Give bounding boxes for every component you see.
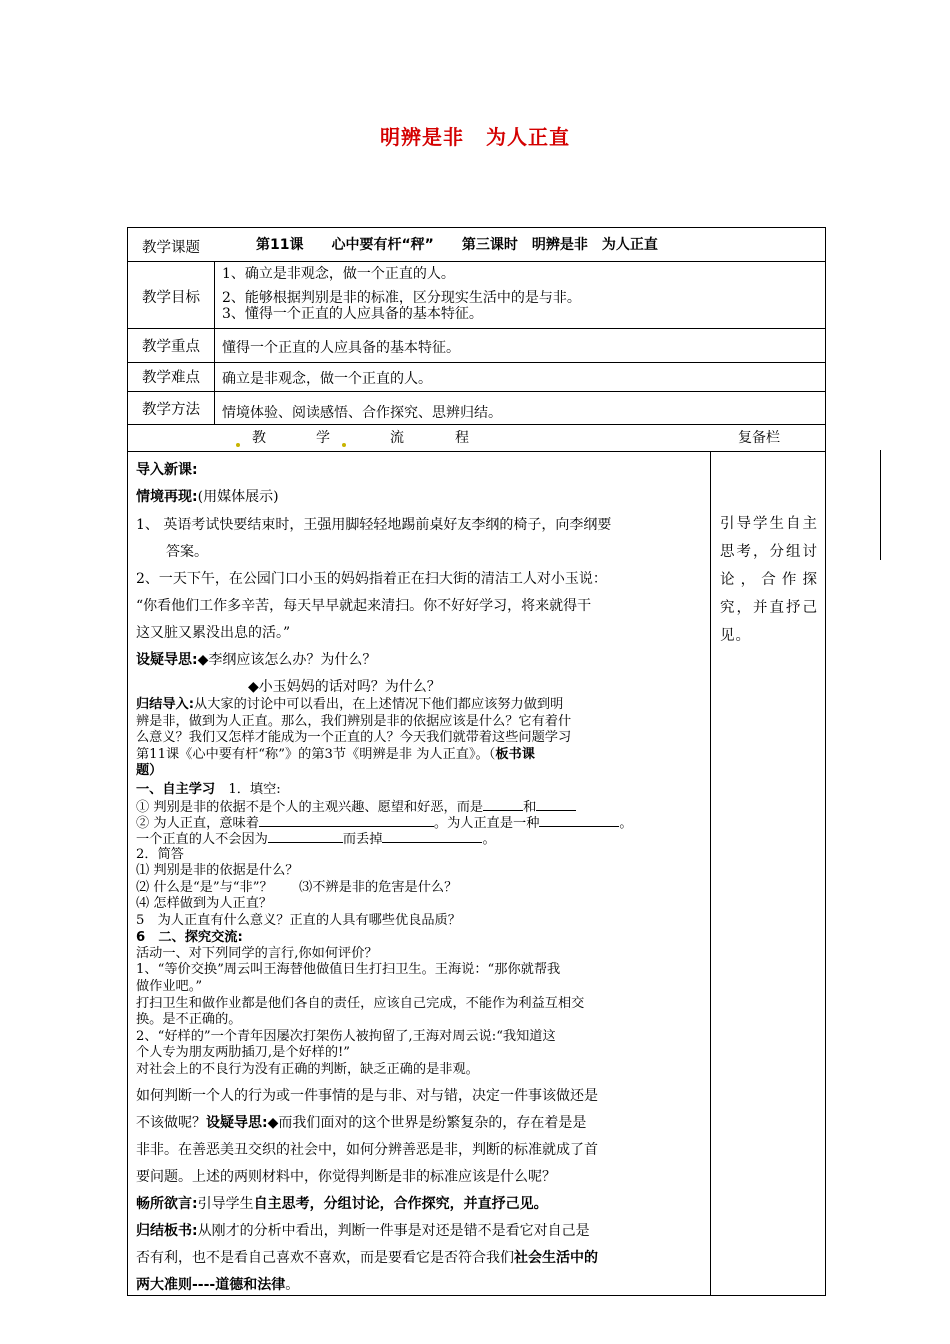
goal-label: 教学目标 xyxy=(142,290,200,306)
review-column-header: 复备栏 xyxy=(738,430,780,446)
text-line: 非非。在善恶美丑交织的社会中，如何分辨善恶是非，判断的标准就成了首 xyxy=(136,1142,598,1158)
col-divider xyxy=(710,451,711,1295)
scene-line: 情境再现:(用媒体展示) xyxy=(136,489,279,505)
flow-char: 程 xyxy=(455,430,469,446)
summary-line: 归结导入:从大家的讨论中可以看出，在上述情况下他们都应该努力做到明 xyxy=(136,697,564,712)
difficulty-value: 确立是非观念，做一个正直的人。 xyxy=(222,371,432,387)
fill-line: ① 判别是非的依据不是个人的主观兴趣、愿望和好恶，而是 和 xyxy=(136,798,576,815)
text-line: “你看他们工作多辛苦，每天早早就起来清扫。你不好好学习，将来就得干 xyxy=(136,598,592,614)
row-divider xyxy=(128,261,825,262)
row-divider xyxy=(128,451,825,452)
explore-line: 对社会上的不良行为没有正确的判断，缺乏正确的是非观。 xyxy=(136,1062,479,1077)
text-line: 1、 英语考试快要结束时，王强用脚轻轻地踢前桌好友李纲的椅子，向李纲要 xyxy=(136,517,612,533)
text-line: 不该做呢？设疑导思:◆而我们面对的这个世界是纷繁复杂的，存在着是是 xyxy=(136,1115,587,1131)
mark-dot xyxy=(236,443,240,447)
key-value: 懂得一个正直的人应具备的基本特征。 xyxy=(222,340,460,356)
goal-list xyxy=(222,264,581,324)
review-note: 引导学生自主思考，分组讨论，合作探究，并直抒己见。 xyxy=(720,516,818,644)
row-divider xyxy=(128,328,825,329)
method-label: 教学方法 xyxy=(142,402,200,418)
row-divider xyxy=(128,391,825,392)
board-line: 归结板书:从刚才的分析中看出，判断一件事是对还是错不是看它对自己是 xyxy=(136,1223,590,1239)
answer-line: ⑴ 判别是非的依据是什么？ xyxy=(136,863,299,878)
text-line: 答案。 xyxy=(166,544,208,560)
summary-line: 第11课《心中要有杆“称”》的第3节《明辨是非 为人正直》。（板书课 xyxy=(136,747,535,762)
col-divider xyxy=(214,261,215,424)
flow-char: 学 xyxy=(316,430,330,446)
text-line: 要问题。上述的两则材料中，你觉得判断是非的标准应该是什么呢？ xyxy=(136,1169,556,1185)
key-label: 教学重点 xyxy=(142,339,200,355)
section-title: 导入新课: xyxy=(136,462,198,478)
flow-char: 教 xyxy=(252,430,266,446)
self-study-title: 一、自主学习 1．填空: xyxy=(136,782,281,797)
row-divider xyxy=(128,424,825,425)
board-line: 两大准则----道德和法律。 xyxy=(136,1277,300,1293)
explore-line: 换。是不正确的。 xyxy=(136,1012,242,1027)
topic-label: 教学课题 xyxy=(142,240,200,256)
text-line: 如何判断一个人的行为或一件事情的是与非、对与错，决定一件事该做还是 xyxy=(136,1088,598,1104)
title-part-1: 明辨是非 xyxy=(380,125,464,149)
margin-marker xyxy=(880,450,881,560)
answer-title: 2．简答 xyxy=(136,847,184,862)
flow-char: 流 xyxy=(390,430,404,446)
text-line: 2、一天下午，在公园门口小玉的妈妈指着正在扫大街的清洁工人对小玉说： xyxy=(136,571,607,587)
goal-item: 2、能够根据判别是非的标准，区分现实生活中的是与非。 xyxy=(222,290,581,306)
summary-line: 题） xyxy=(136,763,163,778)
explore-line: 1、“等价交换”周云叫王海替他做值日生打扫卫生。王海说：“那你就帮我 xyxy=(136,962,561,977)
explore-line: 个人专为朋友两肋插刀,是个好样的!” xyxy=(136,1045,351,1060)
goal-item: 3、懂得一个正直的人应具备的基本特征。 xyxy=(222,306,483,322)
answer-line: 5 为人正直有什么意义？正直的人具有哪些优良品质？ xyxy=(136,913,461,928)
topic-value: 第11课 心中要有杆“秤” 第三课时 明辨是非 为人正直 xyxy=(256,237,658,253)
answer-line: ⑷ 怎样做到为人正直？ xyxy=(136,896,273,911)
explore-title: 6 二、探究交流: xyxy=(136,930,243,945)
fill-line: ② 为人正直，意味着 。为人正直是一种 。 xyxy=(136,816,633,831)
question-line: ◆小玉妈妈的话对吗？为什么？ xyxy=(248,679,441,695)
lesson-plan-table xyxy=(127,227,826,1296)
board-line: 否有利，也不是看自己喜欢不喜欢，而是要看它是否符合我们社会生活中的 xyxy=(136,1250,598,1266)
summary-line: 辨是非，做到为人正直。那么，我们辨别是非的依据应该是什么？它有着什 xyxy=(136,714,572,729)
text-line: 这又脏又累没出息的活。” xyxy=(136,625,291,641)
row-divider xyxy=(128,362,825,363)
summary-line: 么意义？我们又怎样才能成为一个正直的人？今天我们就带着这些问题学习 xyxy=(136,730,572,745)
mark-dot xyxy=(342,443,346,447)
answer-line: ⑵ 什么是“是”与“非”？ ⑶不辨是非的危害是什么？ xyxy=(136,880,458,895)
title-part-2: 为人正直 xyxy=(486,125,570,149)
explore-line: 做作业吧。” xyxy=(136,979,203,994)
goal-item: 1、确立是非观念，做一个正直的人。 xyxy=(222,266,455,282)
page-title xyxy=(0,121,950,150)
method-value: 情境体验、阅读感悟、合作探究、思辨归结。 xyxy=(222,405,502,421)
explore-line: 活动一、对下列同学的言行,你如何评价？ xyxy=(136,946,378,961)
question-line: 设疑导思:◆李纲应该怎么办？为什么？ xyxy=(136,652,377,668)
fill-line: 一个正直的人不会因为 而丢掉 。 xyxy=(136,832,496,847)
explore-line: 2、“好样的”一个青年因屡次打架伤人被拘留了,王海对周云说:“我知道这 xyxy=(136,1029,556,1044)
discussion-line: 畅所欲言:引导学生自主思考，分组讨论，合作探究，并直抒己见。 xyxy=(136,1196,548,1212)
explore-line: 打扫卫生和做作业都是他们各自的责任，应该自己完成，不能作为利益互相交 xyxy=(136,996,585,1011)
difficulty-label: 教学难点 xyxy=(142,370,200,386)
